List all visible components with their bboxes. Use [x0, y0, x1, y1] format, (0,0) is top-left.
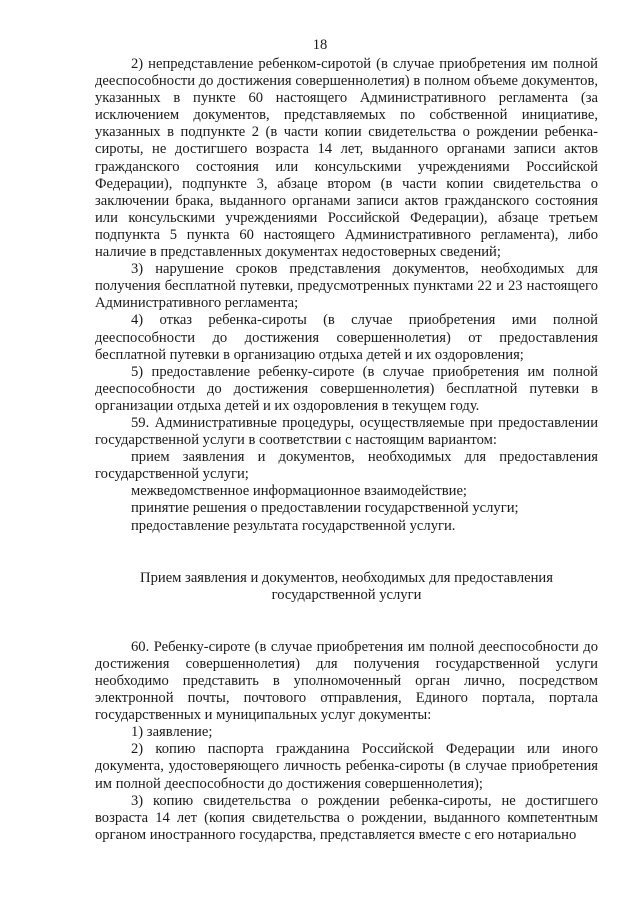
- page-content: [95, 56, 598, 844]
- paragraph-point-60: 60. Ребенку-сироте (в случае приобретения им полной дееспособности до достижения совершеннолетия) для получения государственной услуги необходимо представить в уполномоченный орган лично, посредством электронной почты, почтового отправления, Единого портала, портала государственных и муниципальных услуг документы:: [95, 638, 598, 724]
- paragraph-item-5: 5) предоставление ребенку-сироте (в случае приобретения им полной дееспособности до достижения совершеннолетия) бесплатной путевки в организации отдыха детей и их оздоровления в текущем году.: [95, 363, 598, 414]
- paragraph-item-2: 2) непредставление ребенком-сиротой (в случае приобретения им полной дееспособности до достижения совершеннолетия) в полном объеме документов, указанных в пункте 60 настоящего Административного регламента (за исключением документов, представляемых по собственной инициативе, указанных в подпункте 2 (в части копии свидетельства о рождении ребенка-сироты, не достигшего возраста 14 лет, выданного органами записи актов гражданского состояния или консульскими учреждениями Российской Федерации), подпункте 3, абзаце втором (в части копии свидетельства о заключении брака, выданного органами записи актов гражданского состояния или консульскими учреждениями Российской Федерации), абзаце третьем подпункта 5 пункта 60 настоящего Административного регламента), либо наличие в представленных документах недостоверных сведений;: [95, 56, 598, 261]
- spacer: [95, 604, 598, 639]
- page-number: 18: [312, 37, 328, 53]
- procedure-item-4: предоставление результата государственной услуги.: [131, 517, 456, 534]
- section-heading-line-2: государственной услуги: [271, 586, 422, 603]
- section-heading-line-1: Прием заявления и документов, необходимых для предоставления: [140, 569, 553, 586]
- paragraph-point-59: 59. Административные процедуры, осуществляемые при предоставлении государственной услуги в соответствии с настоящим вариантом:: [95, 414, 598, 449]
- paragraph-item-3: 3) нарушение сроков представления документов, необходимых для получения бесплатной путевки, предусмотренных пунктами 22 и 23 настоящего Административного регламента;: [95, 261, 598, 312]
- procedure-item-2: межведомственное информационное взаимодействие;: [131, 483, 467, 500]
- document-item-2: 2) копию паспорта гражданина Российской Федерации или иного документа, удостоверяющего личность ребенка-сироты (в случае приобретения им полной дееспособности до достижения совершеннолетия);: [95, 741, 598, 792]
- spacer: [95, 535, 598, 570]
- procedure-item-3: принятие решения о предоставлении государственной услуги;: [131, 500, 519, 517]
- procedure-item-1: прием заявления и документов, необходимых для предоставления государственной услуги;: [95, 449, 598, 483]
- paragraph-item-4: 4) отказ ребенка-сироты (в случае приобретения ими полной дееспособности до достижения совершеннолетия) от предоставления бесплатной путевки в организацию отдыха детей и их оздоровления;: [95, 312, 598, 363]
- document-item-3: 3) копию свидетельства о рождении ребенка-сироты, не достигшего возраста 14 лет (копия свидетельства о рождении, выданного компетентным органом иностранного государства, представляется вместе с его нотариально: [95, 792, 598, 843]
- document-item-1: 1) заявление;: [131, 724, 213, 741]
